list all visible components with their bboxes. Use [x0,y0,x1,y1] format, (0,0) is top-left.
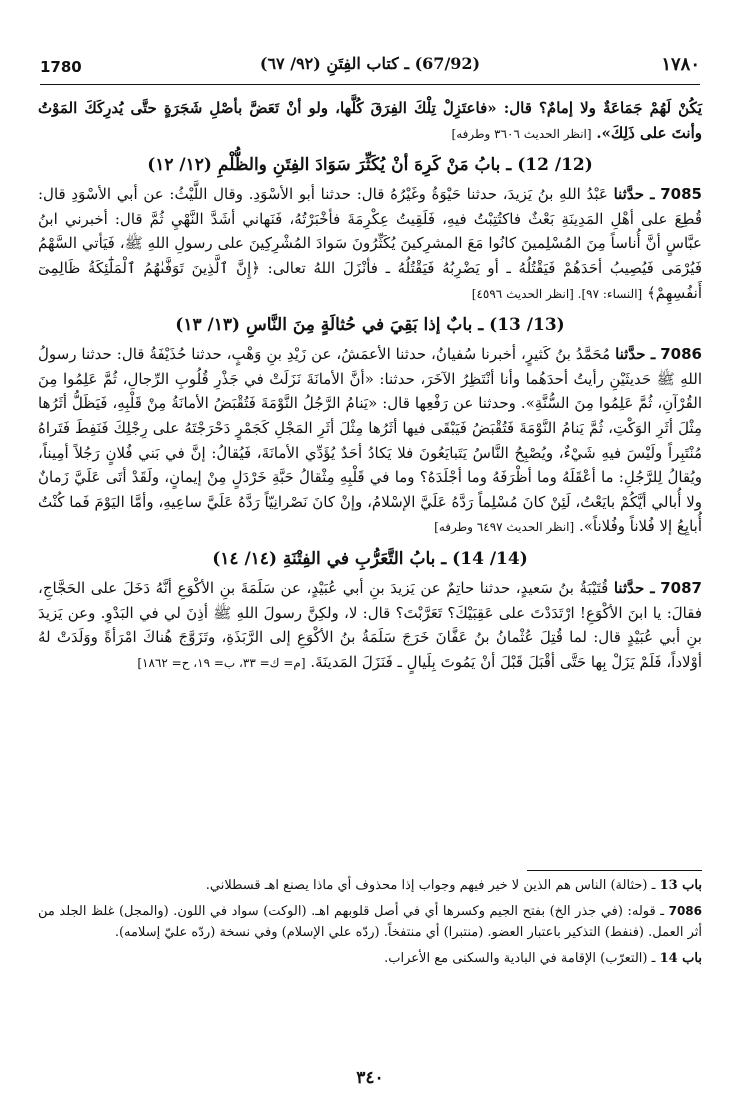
footnote-label: باب 13 [659,878,702,893]
haddathana-label: ـ حدَّثنا [613,185,655,204]
hadith-number: 7086 [660,345,702,364]
footnote-divider [527,870,702,871]
hadith-text: قُتَيْبَةُ بنُ سَعيدٍ، حدثنا حاتِمٌ عن يَزيدَ بنِ أبي عُبَيْدٍ، عن سَلَمَةَ بنِ الأكْوَعِ أنَّهُ دَخَلَ على الحَجَّاجِ، فقالَ: يا ابنَ الأكْوَعِ! ارْتَدَدْتَ على عَقِبَيْكَ؟ تَعَرَّبْتَ؟ قال: لا، ولكِنَّ رسولَ اللهِ ﷺ أذِنَ لي في البَدْوِ. وعن يَزيدَ بنِ أبي عُبَيْدٍ قال: لما قُتِلَ عُثْمانُ بنُ عَفَّانَ خَرَجَ سَلَمَةُ بنُ الأكْوَعِ إلى الرَّبَذَةِ، وتَزَوَّجَ هُناكَ امْرَأةً ووَلَدَتْ لهُ أوْلاداً، فَلَمْ يَزَلْ بِها حَتَّى أقْبَلَ قَبْلَ أنْ يَمُوتَ بِلَيالٍ ـ فَنَزَلَ المَدينَةَ. [38,578,702,671]
footnote-text: ـ (حثالة) الناس هم الذين لا خير فيهم وجواب إذا محذوف أي ماذا يصنع اهـ قسطلاني. [205,878,656,893]
intro-reference: [انظر الحديث ٣٦٠٦ وطرفه] [451,126,592,141]
chapter-title-12: (12/ 12) ـ بابُ مَنْ كَرِهَ أنْ يُكَثِّرَ سَوَادَ الفِتَنِ والظُّلْمِ (١٢/ ١٢) [147,155,593,176]
page-number-arabic: ١٧٨٠ [661,54,700,75]
chapter-title-14: (14/ 14) ـ بابُ التَّعَرُّبِ في الفِتْنَةِ (١٤/ ١٤) [212,548,528,569]
haddathana-label: ـ حدَّثنا [613,578,655,597]
hadith-number: 7085 [660,185,702,204]
hadith-7086 [38,342,702,540]
hadith-text: عَبْدُ اللهِ بنُ يَزيدَ، حدثنا حَيْوَةُ وغَيْرُهُ قال: حدثنا أبو الأسْوَدِ. وقال اللَّيْثُ: عن أبي الأسْوَدِ قال: قُطِعَ على أهْلِ المَدِينَةِ بَعْثٌ فاكتُتِبْتُ فيهِ، فَلَقِيتُ عِكْرِمَةَ فأخْبَرْتُهُ، فَنَهاني أشَدَّ النَّهْيِ ثُمَّ قال: أخبرني ابنُ عبَّاسٍ أنَّ أُناساً مِنَ المُسْلِمينَ كانُوا مَعَ المشرِكينَ يُكَثِّرُونَ سَوادَ المُشْرِكِينَ على رسولِ اللهِ ﷺ، فَيَأتي السَّهْمُ فَيُرْمَى فَيُصِيبُ أحَدَهُمْ فَيَقْتُلُهُ ـ أو يَضْرِبُهُ فَيَقْتُلُهُ ـ فأنْزَلَ اللهُ تعالى: ﴿إِنَّ ٱلَّذِينَ تَوَفَّىٰهُمُ ٱلْمَلَٰٓئِكَةُ ظَالِمِىٓ أَنفُسِهِمْ﴾ [38,185,702,302]
hadith-reference: [النساء: ٩٧]. [انظر الحديث ٤٥٩٦] [471,286,643,301]
footnote [38,901,702,943]
hadith-7087 [38,576,702,675]
chapter-title-13: (13/ 13) ـ بابٌ إذا بَقِيَ في حُثالَةٍ مِنَ النَّاسِ (١٣/ ١٣) [175,315,565,336]
hadith-7085 [38,182,702,306]
page-number-latin: 1780 [40,58,82,76]
folio-number: ٣٤٠ [356,1068,384,1088]
running-header [40,48,700,85]
footnote [38,948,702,969]
footnote-text: ـ قوله: (في جذر الخ) بفتح الجيم وكسرها أي في أصل قلوبهم اهـ. (الوكت) سواد في اللون. (والمجل) غلظ الجلد من أثر العمل. (فنفط) التذكير باعتبار العضو. (منتبرا) أي منتفخاً. (ردّه علي الإسلام) وفي نسخة (ردّه عليّ إسلامه). [38,904,702,940]
running-title: (67/92) ـ كتاب الفِتَنِ (٩٢/ ٦٧) [259,54,481,73]
hadith-reference: [م= ك= ٣٣، ب= ١٩، ح= ١٨٦٢] [137,655,306,670]
intro-text: يَكُنْ لَهُمْ جَمَاعَةٌ ولا إمامٌ؟ قال: «فاعتَزِلْ تِلْكَ الفِرَقَ كُلَّها، ولو أنْ تَعَضَّ بأصْلِ شَجَرَةٍ حتَّى يُدرِكَكَ المَوْتُ وأنتَ على ذَلِكَ». [38,99,702,142]
hadith-text: مُحَمَّدُ بنُ كَثيرٍ، أخبرنا سُفيانُ، حدثنا الأعمَشُ، عن زَيْدِ بنِ وَهْبٍ، حدثنا حُذَيْفَةُ قال: حدثنا رسولُ اللهِ ﷺ حَديثَيْنِ رأيتُ أحدَهُما وأنا أنْتَظِرُ الآخَرَ، حدثنا: «أنَّ الأمانَةَ نَزَلَتْ في جَذْرِ قُلُوبِ الرِّجالِ، ثُمَّ عَلِمُوا مِنَ القُرْآنِ، ثُمَّ عَلِمُوا مِنَ السُّنَّةِ». وحدثنا عن رَفْعِها قال: «يَنامُ الرَّجُلُ النَّوْمَةَ فَتُقْبَضُ الأمانَةُ مِنْ قَلْبِهِ، فَيَظَلُّ أثَرُها مِثْلَ أثَرِ الوَكْتِ، ثُمَّ يَنامُ النَّوْمَةَ فَتُقْبَضُ فَيَبْقَى فيها أثَرُها مِثْلَ أثَرِ المَجْلِ كَجَمْرٍ دَحْرَجْتَهُ على رِجْلِكَ فَنَفِطَ فَتَراهُ مُنْتَبِراً ولَيْسَ فيهِ شَيْءٌ، ويُصْبِحُ النَّاسُ يَتَبايَعُونَ فلا يَكادُ أحَدٌ يُؤَدِّي الأمانَةَ، فَيُقالُ: إنَّ في بَني فُلانٍ رَجُلاً أمِيناً، ويُقالُ لِلرَّجُلِ: ما أعْقَلَهُ وما أظْرَفَهُ وما أجْلَدَهُ؟ وما في قَلْبِهِ مِثْقالُ حَبَّةِ خَرْدَلٍ مِنْ إيمانٍ، ولَقَدْ أتَى عَلَيَّ زَمانٌ ولا أُبالي أيَّكُمْ بايَعْتُ، لَئِنْ كانَ مُسْلِماً رَدَّهُ عَلَيَّ الإسْلامُ، وإنْ كانَ نَصْرانِيّاً رَدَّهُ عَلَيَّ ساعِيهِ، وأمَّا اليَوْمَ فَما كُنْتُ أُبايِعُ إلا فُلاناً وفُلاناً». [38,345,702,536]
hadith-number: 7087 [660,578,702,597]
footnote-text: ـ (التعرّب) الإقامة في البادية والسكنى مع الأعراب. [384,951,656,966]
footnote-label: 7086 [668,904,702,918]
footnotes [38,875,702,974]
hadith-reference: [انظر الحديث ٦٤٩٧ وطرفه] [434,520,575,535]
main-text [38,96,702,675]
intro-paragraph [38,96,702,146]
footnote-label: باب 14 [659,951,702,966]
haddathana-label: ـ حدَّثنا [615,345,656,364]
footnote [38,875,702,896]
